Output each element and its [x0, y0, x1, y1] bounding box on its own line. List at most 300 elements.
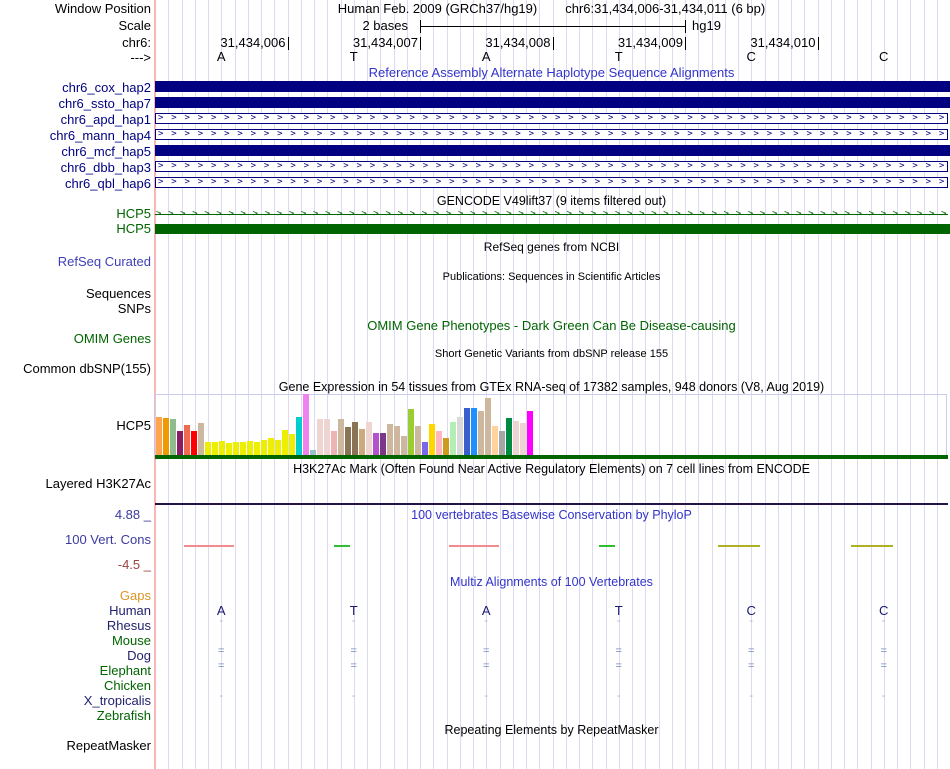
chevron-glyph: >: [409, 129, 415, 139]
chevron-glyph: >: [263, 129, 270, 139]
track-title-omim: OMIM Gene Phenotypes - Dark Green Can Be Disease-causing: [367, 318, 736, 333]
alignment-glyph-human: T: [614, 603, 623, 618]
chevron-glyph: >: [197, 161, 204, 171]
chevron-glyph: >: [316, 113, 323, 123]
chevron-glyph: >: [316, 161, 323, 171]
chevron-glyph: >: [422, 161, 429, 171]
chevron-glyph: >: [382, 177, 389, 187]
chevron-glyph: >: [912, 177, 918, 187]
chevron-glyph: >: [356, 161, 362, 171]
alignment-glyph-rhesus: -: [616, 615, 621, 627]
chevron-glyph: >: [541, 177, 548, 187]
chevron-glyph: >: [435, 113, 442, 123]
chevron-glyph: >: [819, 113, 826, 123]
alignment-glyph-x_tropicalis: -: [616, 690, 621, 702]
haplotype-bar-chevron[interactable]: [155, 177, 948, 188]
gtex-expression-bar[interactable]: [478, 411, 484, 455]
arrow-glyph: >: [373, 209, 379, 219]
gtex-expression-bar[interactable]: [275, 440, 281, 455]
chevron-glyph: >: [634, 161, 640, 171]
chevron-glyph: >: [316, 177, 323, 187]
label-scale: Scale: [118, 18, 151, 33]
chevron-glyph: >: [859, 161, 865, 171]
arrow-glyph: >: [313, 209, 319, 219]
track-title-haplotype: Reference Assembly Alternate Haplotype Sequence Alignments: [368, 65, 735, 80]
arrow-glyph: >: [699, 209, 705, 219]
phylop-mark: [599, 545, 615, 547]
position-label: chr6:31,434,006-31,434,011 (6 bp): [565, 1, 766, 16]
chevron-glyph: >: [224, 113, 230, 123]
track-title-multiz: Multiz Alignments of 100 Vertebrates: [450, 575, 653, 589]
reference-base: A: [216, 49, 226, 64]
track-label-chr6_apd_hap1[interactable]: chr6_apd_hap1: [60, 112, 151, 127]
coordinate-number: 31,434,010: [750, 35, 816, 50]
chevron-glyph: >: [158, 113, 164, 123]
chevron-glyph: >: [237, 161, 243, 171]
track-label-species-human[interactable]: Human: [109, 603, 151, 618]
gtex-expression-bar[interactable]: [191, 431, 197, 455]
chevron-glyph: >: [316, 129, 323, 139]
arrow-glyph: >: [385, 209, 391, 219]
chevron-glyph: >: [766, 177, 773, 187]
chevron-glyph: >: [607, 113, 614, 123]
chevron-glyph: >: [488, 129, 495, 139]
assembly-position-header: [155, 1, 948, 16]
gtex-expression-bar[interactable]: [261, 440, 267, 455]
conservation-min-value: -4.5 _: [117, 557, 151, 572]
chevron-glyph: >: [938, 161, 945, 171]
gtex-expression-bar[interactable]: [359, 429, 365, 455]
gtex-expression-bar[interactable]: [415, 426, 421, 455]
gtex-expression-bar[interactable]: [380, 433, 386, 455]
track-label-species-x_tropicalis[interactable]: X_tropicalis: [83, 693, 151, 708]
arrow-glyph: >: [711, 209, 718, 219]
arrow-glyph: >: [349, 209, 355, 219]
gtex-expression-bar[interactable]: [338, 419, 344, 455]
track-title-dbsnp: Short Genetic Variants from dbSNP release 155: [434, 348, 669, 360]
chevron-glyph: >: [925, 129, 932, 139]
chevron-glyph: >: [356, 113, 362, 123]
gtex-expression-bar[interactable]: [457, 417, 463, 455]
arrow-glyph: >: [409, 209, 416, 219]
chevron-glyph: >: [634, 177, 640, 187]
chevron-glyph: >: [899, 113, 905, 123]
gtex-expression-bar[interactable]: [205, 442, 211, 455]
arrow-glyph: >: [288, 209, 295, 219]
chevron-glyph: >: [158, 161, 164, 171]
gtex-expression-bar[interactable]: [352, 422, 358, 455]
gtex-expression-bar[interactable]: [198, 423, 204, 455]
gtex-expression-bar[interactable]: [296, 417, 302, 455]
chevron-glyph: >: [502, 113, 508, 123]
track-label-species-elephant[interactable]: Elephant: [99, 663, 151, 678]
chevron-glyph: >: [409, 177, 415, 187]
chevron-glyph: >: [846, 177, 852, 187]
chevron-glyph: >: [780, 177, 786, 187]
chevron-glyph: >: [687, 177, 693, 187]
chevron-glyph: >: [502, 161, 508, 171]
track-label-chr6_cox_hap2[interactable]: chr6_cox_hap2: [62, 80, 151, 95]
track-label-chr6_mcf_hap5[interactable]: chr6_mcf_hap5: [61, 144, 151, 159]
reference-base: C: [879, 49, 889, 64]
gtex-expression-bar[interactable]: [170, 419, 176, 455]
chevron-glyph: >: [158, 129, 164, 139]
chevron-glyph: >: [607, 129, 614, 139]
arrow-glyph: >: [337, 209, 343, 219]
gtex-expression-bar[interactable]: [233, 442, 239, 455]
chevron-glyph: >: [158, 177, 164, 187]
gtex-expression-bar[interactable]: [345, 427, 351, 455]
haplotype-bar-solid[interactable]: [155, 145, 950, 156]
chevron-glyph: >: [515, 113, 521, 123]
alignment-glyph-elephant: =: [218, 660, 225, 672]
track-label-sequences[interactable]: Sequences: [85, 286, 151, 301]
arrow-glyph: >: [663, 209, 669, 219]
track-label-species-rhesus[interactable]: Rhesus: [106, 618, 151, 633]
gtex-expression-bar[interactable]: [422, 442, 428, 455]
arrow-glyph: >: [252, 209, 259, 219]
track-label-omim-genes[interactable]: OMIM Genes: [73, 331, 151, 346]
gtex-expression-bar[interactable]: [471, 408, 477, 455]
chevron-glyph: >: [528, 161, 534, 171]
chevron-glyph: >: [674, 161, 680, 171]
arrow-glyph: >: [832, 209, 838, 219]
coordinate-tick: [685, 37, 686, 50]
chevron-glyph: >: [343, 177, 349, 187]
alignment-glyph-x_tropicalis: -: [351, 690, 356, 702]
chevron-glyph: >: [621, 161, 627, 171]
chevron-glyph: >: [171, 161, 177, 171]
chevron-glyph: >: [462, 161, 468, 171]
chevron-glyph: >: [780, 161, 786, 171]
chevron-glyph: >: [912, 113, 918, 123]
chevron-glyph: >: [727, 177, 733, 187]
chevron-glyph: >: [753, 177, 759, 187]
arrow-glyph: >: [264, 209, 271, 219]
chevron-glyph: >: [740, 113, 746, 123]
gtex-baseline: [155, 455, 948, 459]
chevron-glyph: >: [859, 129, 865, 139]
chevron-glyph: >: [475, 129, 482, 139]
gtex-expression-bar[interactable]: [464, 408, 470, 455]
gtex-expression-bar[interactable]: [219, 441, 225, 455]
track-label-100-vert-cons[interactable]: 100 Vert. Cons: [65, 532, 151, 547]
chevron-glyph: >: [872, 129, 879, 139]
chevron-glyph: >: [356, 129, 362, 139]
gtex-expression-bar[interactable]: [226, 443, 232, 455]
reference-base: A: [481, 49, 491, 64]
chevron-glyph: >: [621, 177, 627, 187]
chevron-glyph: >: [740, 161, 746, 171]
chevron-glyph: >: [462, 113, 468, 123]
track-label-layered-h3k27ac[interactable]: Layered H3K27Ac: [45, 476, 151, 491]
alignment-glyph-dog: =: [218, 645, 225, 657]
chevron-glyph: >: [832, 113, 839, 123]
chevron-glyph: >: [277, 177, 283, 187]
chevron-glyph: >: [674, 129, 680, 139]
chevron-glyph: >: [581, 177, 587, 187]
h3k27ac-baseline: [155, 503, 948, 505]
chevron-glyph: >: [488, 161, 495, 171]
chevron-glyph: >: [330, 113, 336, 123]
gtex-expression-bar[interactable]: [513, 421, 519, 455]
chevron-glyph: >: [647, 113, 654, 123]
scale-value: 2 bases: [362, 18, 408, 33]
arrow-glyph: >: [494, 209, 500, 219]
chevron-glyph: >: [409, 113, 415, 123]
chevron-glyph: >: [753, 161, 759, 171]
label-strand: --->: [130, 50, 151, 65]
track-label-species-chicken[interactable]: Chicken: [104, 678, 151, 693]
gtex-expression-bar[interactable]: [408, 409, 414, 455]
chevron-glyph: >: [330, 161, 336, 171]
coordinate-number: 31,434,007: [352, 35, 418, 50]
gtex-expression-bar[interactable]: [373, 433, 379, 455]
gtex-expression-bar[interactable]: [212, 442, 218, 455]
chevron-glyph: >: [872, 161, 879, 171]
chevron-glyph: >: [872, 113, 879, 123]
arrow-glyph: >: [929, 209, 935, 219]
chevron-glyph: >: [210, 113, 217, 123]
chevron-glyph: >: [806, 161, 812, 171]
gtex-expression-bar[interactable]: [450, 422, 456, 455]
chevron-glyph: >: [793, 129, 799, 139]
arrow-glyph: >: [892, 209, 899, 219]
chevron-glyph: >: [224, 129, 230, 139]
arrow-glyph: >: [457, 209, 464, 219]
track-label-refseq-curated[interactable]: RefSeq Curated: [57, 254, 151, 269]
alignment-glyph-rhesus: -: [881, 615, 886, 627]
chevron-glyph: >: [224, 161, 230, 171]
chevron-glyph: >: [515, 161, 521, 171]
arrow-glyph: >: [506, 209, 512, 219]
conservation-max-value: 4.88 _: [114, 507, 151, 522]
label-window-position: Window Position: [54, 1, 151, 16]
gtex-expression-bar[interactable]: [282, 430, 288, 455]
chevron-glyph: >: [674, 113, 680, 123]
track-label-chr6_qbl_hap6[interactable]: chr6_qbl_hap6: [64, 176, 151, 191]
arrow-glyph: >: [771, 209, 778, 219]
arrow-glyph: >: [627, 209, 633, 219]
arrow-glyph: >: [216, 209, 222, 219]
track-label-repeatmasker[interactable]: RepeatMasker: [66, 738, 151, 753]
chevron-glyph: >: [912, 129, 918, 139]
chevron-glyph: >: [581, 113, 587, 123]
gtex-expression-bar[interactable]: [394, 426, 400, 455]
arrow-glyph: >: [204, 209, 210, 219]
track-label-species-mouse[interactable]: Mouse: [111, 633, 151, 648]
track-label-species-gaps[interactable]: Gaps: [119, 588, 151, 603]
track-label-hcp5-gene[interactable]: HCP5: [116, 206, 151, 221]
chevron-glyph: >: [303, 113, 309, 123]
alignment-glyph-human: T: [349, 603, 358, 618]
gtex-expression-bar[interactable]: [177, 431, 183, 455]
chevron-glyph: >: [541, 161, 548, 171]
chevron-glyph: >: [409, 161, 415, 171]
gtex-expression-bar[interactable]: [499, 431, 505, 455]
chevron-glyph: >: [263, 161, 270, 171]
track-label-chr6_mann_hap4[interactable]: chr6_mann_hap4: [49, 128, 151, 143]
chevron-glyph: >: [581, 129, 587, 139]
chevron-glyph: >: [581, 161, 587, 171]
alignment-glyph-rhesus: -: [351, 615, 356, 627]
chevron-glyph: >: [660, 129, 667, 139]
chevron-glyph: >: [806, 177, 812, 187]
alignment-glyph-elephant: =: [880, 660, 887, 672]
chevron-glyph: >: [687, 113, 693, 123]
chevron-glyph: >: [369, 113, 376, 123]
chevron-glyph: >: [250, 161, 257, 171]
haplotype-bar-chevron[interactable]: [155, 113, 948, 124]
chevron-glyph: >: [555, 113, 561, 123]
alignment-glyph-dog: =: [748, 645, 755, 657]
gtex-expression-bar[interactable]: [366, 422, 372, 455]
chevron-glyph: >: [859, 113, 865, 123]
chevron-glyph: >: [634, 113, 640, 123]
gtex-expression-bar[interactable]: [289, 434, 295, 455]
gtex-expression-bar[interactable]: [492, 426, 498, 455]
track-label-species-dog[interactable]: Dog: [127, 648, 151, 663]
chevron-glyph: >: [541, 129, 548, 139]
gtex-expression-bar[interactable]: [485, 398, 491, 455]
track-label-chr6_dbb_hap3[interactable]: chr6_dbb_hap3: [60, 160, 151, 175]
gtex-expression-bar[interactable]: [443, 438, 449, 455]
coordinate-number: 31,434,006: [220, 35, 286, 50]
gene-direction-arrows[interactable]: [155, 210, 948, 219]
chevron-glyph: >: [396, 113, 402, 123]
chevron-glyph: >: [555, 161, 561, 171]
chevron-glyph: >: [568, 113, 574, 123]
track-label-hcp5-gene2[interactable]: HCP5: [116, 221, 151, 236]
chevron-glyph: >: [210, 161, 217, 171]
gtex-expression-bar[interactable]: [429, 424, 435, 455]
chevron-glyph: >: [330, 177, 336, 187]
arrow-glyph: >: [470, 209, 476, 219]
chevron-glyph: >: [184, 161, 190, 171]
haplotype-bar-solid[interactable]: [155, 81, 950, 92]
gtex-expression-bar[interactable]: [527, 411, 533, 455]
gene-exon-bar[interactable]: [155, 224, 950, 234]
gtex-expression-bar[interactable]: [317, 419, 323, 455]
alignment-glyph-rhesus: -: [219, 615, 224, 627]
chevron-glyph: >: [303, 161, 309, 171]
gtex-expression-bar[interactable]: [163, 418, 169, 455]
arrow-glyph: >: [844, 209, 850, 219]
chevron-glyph: >: [766, 113, 773, 123]
alignment-glyph-elephant: =: [483, 660, 490, 672]
scale-bar: [420, 26, 685, 27]
gtex-expression-bar[interactable]: [520, 423, 526, 455]
chevron-glyph: >: [184, 129, 190, 139]
chevron-glyph: >: [713, 129, 720, 139]
gtex-expression-bar[interactable]: [184, 425, 190, 455]
gtex-expression-bar[interactable]: [387, 424, 393, 455]
alignment-glyph-human: A: [216, 603, 226, 618]
arrow-glyph: >: [445, 209, 452, 219]
alignment-glyph-x_tropicalis: -: [881, 690, 886, 702]
gtex-expression-bar[interactable]: [303, 394, 309, 455]
arrow-glyph: >: [228, 209, 234, 219]
coordinate-tick: [420, 37, 421, 50]
gtex-expression-bar[interactable]: [254, 442, 260, 455]
chevron-glyph: >: [766, 161, 773, 171]
haplotype-bar-chevron[interactable]: [155, 129, 948, 140]
arrow-glyph: >: [482, 209, 488, 219]
haplotype-bar-solid[interactable]: [155, 97, 950, 108]
chevron-glyph: >: [250, 129, 257, 139]
chevron-glyph: >: [806, 129, 812, 139]
chevron-glyph: >: [899, 177, 905, 187]
reference-base: T: [349, 49, 358, 64]
alignment-glyph-dog: =: [615, 645, 622, 657]
chevron-glyph: >: [303, 177, 309, 187]
chevron-glyph: >: [356, 177, 362, 187]
gtex-expression-bar[interactable]: [310, 450, 316, 455]
haplotype-bar-chevron[interactable]: [155, 161, 948, 172]
chevron-glyph: >: [396, 161, 402, 171]
gtex-expression-bar[interactable]: [268, 438, 274, 455]
arrow-glyph: >: [747, 209, 754, 219]
gtex-expression-bar[interactable]: [436, 431, 442, 455]
chevron-glyph: >: [727, 161, 733, 171]
chevron-glyph: >: [621, 113, 627, 123]
arrow-glyph: >: [192, 209, 198, 219]
alignment-glyph-x_tropicalis: -: [219, 690, 224, 702]
chevron-glyph: >: [263, 113, 270, 123]
chevron-glyph: >: [660, 113, 667, 123]
chevron-glyph: >: [555, 177, 561, 187]
gtex-expression-bar[interactable]: [240, 442, 246, 455]
track-label-gtex-hcp5[interactable]: HCP5: [116, 418, 151, 433]
chevron-glyph: >: [343, 113, 349, 123]
alignment-glyph-human: C: [746, 603, 756, 618]
gtex-expression-bar[interactable]: [324, 419, 330, 455]
gtex-expression-bar[interactable]: [506, 418, 512, 455]
chevron-glyph: >: [819, 129, 826, 139]
chevron-glyph: >: [727, 113, 733, 123]
gtex-expression-bar[interactable]: [156, 417, 162, 455]
arrow-glyph: >: [421, 209, 428, 219]
gtex-expression-bar[interactable]: [331, 431, 337, 455]
assembly-label: Human Feb. 2009 (GRCh37/hg19): [337, 1, 538, 16]
arrow-glyph: >: [904, 209, 911, 219]
chevron-glyph: >: [740, 129, 746, 139]
track-label-common-dbsnp[interactable]: Common dbSNP(155): [23, 361, 151, 376]
chevron-glyph: >: [475, 113, 482, 123]
chevron-glyph: >: [237, 129, 243, 139]
arrow-glyph: >: [542, 209, 548, 219]
chevron-glyph: >: [607, 161, 614, 171]
chevron-glyph: >: [885, 129, 892, 139]
chevron-glyph: >: [184, 177, 190, 187]
chevron-glyph: >: [832, 129, 839, 139]
track-label-species-zebrafish[interactable]: Zebrafish: [96, 708, 151, 723]
gtex-expression-bar[interactable]: [247, 441, 253, 455]
track-label-chr6_ssto_hap7[interactable]: chr6_ssto_hap7: [58, 96, 151, 111]
track-label-snps[interactable]: SNPs: [117, 301, 151, 316]
chevron-glyph: >: [780, 129, 786, 139]
track-title-h3k27ac: H3K27Ac Mark (Often Found Near Active Regulatory Elements) on 7 cell lines from ENCODE: [293, 462, 810, 476]
chevron-glyph: >: [237, 113, 243, 123]
arrow-glyph: >: [941, 209, 947, 219]
chevron-glyph: >: [793, 113, 799, 123]
chevron-glyph: >: [713, 177, 720, 187]
arrow-glyph: >: [916, 209, 923, 219]
chevron-glyph: >: [449, 161, 455, 171]
chevron-glyph: >: [343, 129, 349, 139]
gtex-expression-bar[interactable]: [401, 436, 407, 455]
chevron-glyph: >: [740, 177, 746, 187]
